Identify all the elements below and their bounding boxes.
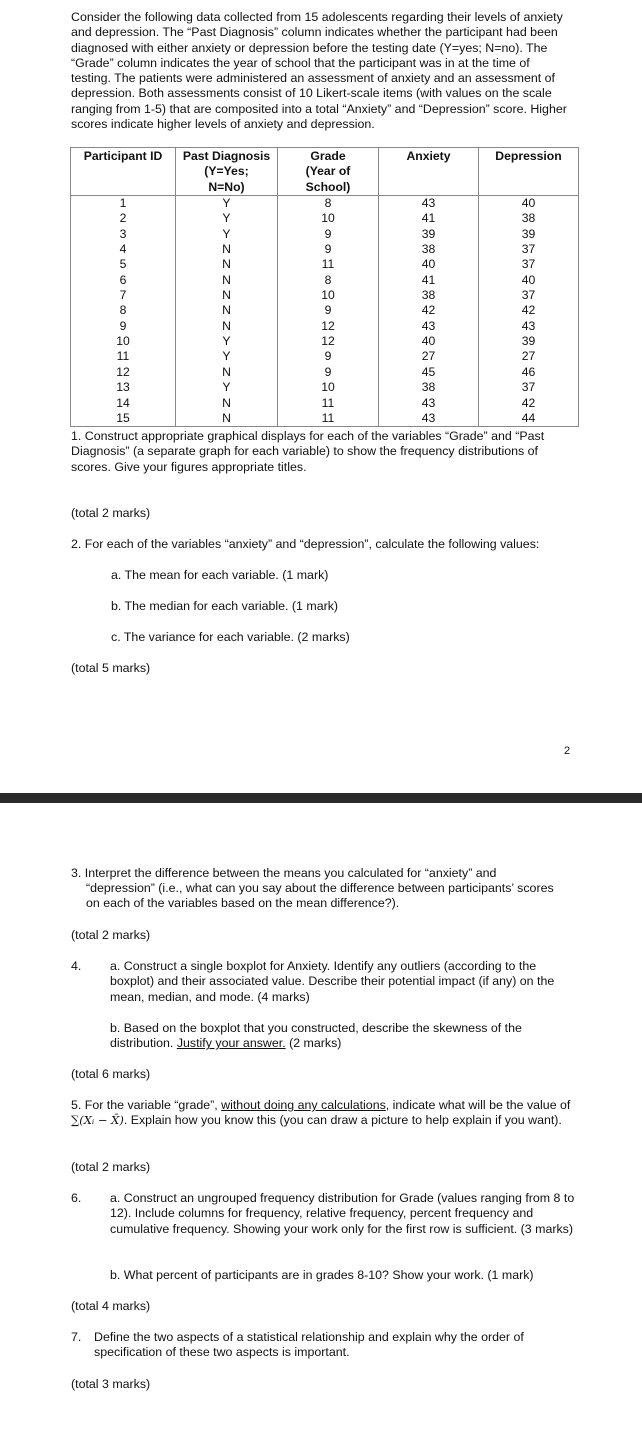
question-7: Define the two aspects of a statistical relationship and explain why the order of specification of these two aspects is important.	[94, 1330, 524, 1360]
intro-paragraph: Consider the following data collected from 15 adolescents regarding their levels of anxiety and depression. The “Past Diagnosis” column indicates whether the participant had been diagnosed with either anxiety or depression before the testing date (Y=yes; N=no). The “Grade” column indicates the year of school that the participant was in at the time of testing. The patients were administered an assessment of anxiety and an assessment of depression. Both assessments consist of 10 Likert-scale items (with values on the scale ranging from 1-5) that are composited into a total “Anxiety” and “Depression” score. Higher scores indicate higher levels of anxiety and depression.	[71, 10, 567, 132]
question-2b: b. The median for each variable. (1 mark)	[111, 599, 339, 613]
table-row: 2 Y 10 41 38	[71, 211, 579, 226]
question-3-total: (total 2 marks)	[71, 928, 151, 942]
question-5: 5. For the variable “grade”, without doing any calculations, indicate what will be the value of ∑(Xᵢ − X̄). Explain how you know this (you can draw a picture to help explain if you want).	[71, 1098, 571, 1128]
table-row: 14 N 11 43 42	[71, 396, 579, 411]
question-7-total: (total 3 marks)	[71, 1377, 151, 1391]
page-2	[0, 803, 642, 1442]
table-row: 12 N 9 45 46	[71, 365, 579, 380]
question-2c: c. The variance for each variable. (2 marks)	[111, 630, 350, 644]
table-row: 10 Y 12 40 39	[71, 334, 579, 349]
question-2: 2. For each of the variables “anxiety” and “depression”, calculate the following values:	[71, 537, 540, 551]
question-6a: a. Construct an ungrouped frequency distribution for Grade (values ranging from 8 to 12). Include columns for frequency, relative frequency, percent frequency and cumulative frequency. Showing your work only for the first row is sufficient. (3 marks)	[110, 1191, 575, 1236]
header-anxiety: Anxiety	[379, 148, 479, 196]
question-3: “depression” (i.e., what can you say about the difference between participants’ scores on each of the variables based on the mean difference?).	[86, 881, 554, 911]
table-row: 13 Y 10 38 37	[71, 380, 579, 395]
question-4-number: 4.	[71, 959, 82, 973]
table-row: 9 N 12 43 43	[71, 319, 579, 334]
table-row: 15 N 11 43 44	[71, 411, 579, 427]
page-number: 2	[564, 745, 571, 757]
question-2-total: (total 5 marks)	[71, 661, 151, 675]
question-6b: b. What percent of participants are in grades 8-10? Show your work. (1 mark)	[110, 1268, 534, 1282]
sum-formula: ∑(Xᵢ − X̄)	[71, 1113, 124, 1128]
header-grade: Grade (Year of School)	[278, 148, 379, 196]
table-row: 1 Y 8 43 40	[71, 196, 579, 212]
table-row: 8 N 9 42 42	[71, 303, 579, 318]
question-1-total: (total 2 marks)	[71, 506, 151, 520]
table-row: 11 Y 9 27 27	[71, 349, 579, 364]
table-row: 3 Y 9 39 39	[71, 227, 579, 242]
question-4b: b. Based on the boxplot that you constructed, describe the skewness of the distribution. Justify your answer. (2 marks)	[110, 1021, 522, 1051]
question-7-number: 7.	[71, 1330, 82, 1344]
question-6-number: 6.	[71, 1191, 82, 1205]
header-past-diagnosis: Past Diagnosis (Y=Yes; N=No)	[176, 148, 278, 196]
table-row: 5 N 11 40 37	[71, 257, 579, 272]
header-depression: Depression	[479, 148, 579, 196]
question-3-line1: 3. Interpret the difference between the means you calculated for “anxiety” and	[71, 866, 497, 880]
question-4-total: (total 6 marks)	[71, 1067, 151, 1081]
header-participant-id: Participant ID	[71, 148, 176, 196]
page-divider	[0, 793, 642, 803]
table-row: 6 N 8 41 40	[71, 273, 579, 288]
question-6-total: (total 4 marks)	[71, 1299, 151, 1313]
table-row: 7 N 10 38 37	[71, 288, 579, 303]
data-table	[70, 147, 579, 427]
question-2a: a. The mean for each variable. (1 mark)	[111, 568, 329, 582]
question-5-total: (total 2 marks)	[71, 1160, 151, 1174]
table-row: 4 N 9 38 37	[71, 242, 579, 257]
question-1: 1. Construct appropriate graphical displays for each of the variables “Grade” and “Past Diagnosis” (a separate graph for each variable) to show the frequency distributions of scores. Give your figures appropriate titles.	[71, 429, 545, 474]
question-4a: a. Construct a single boxplot for Anxiety. Identify any outliers (according to the boxplot) and their associated value. Describe their potential impact (if any) on the mean, median, and mode. (4 marks)	[110, 959, 555, 1004]
table-header-row	[71, 148, 579, 196]
